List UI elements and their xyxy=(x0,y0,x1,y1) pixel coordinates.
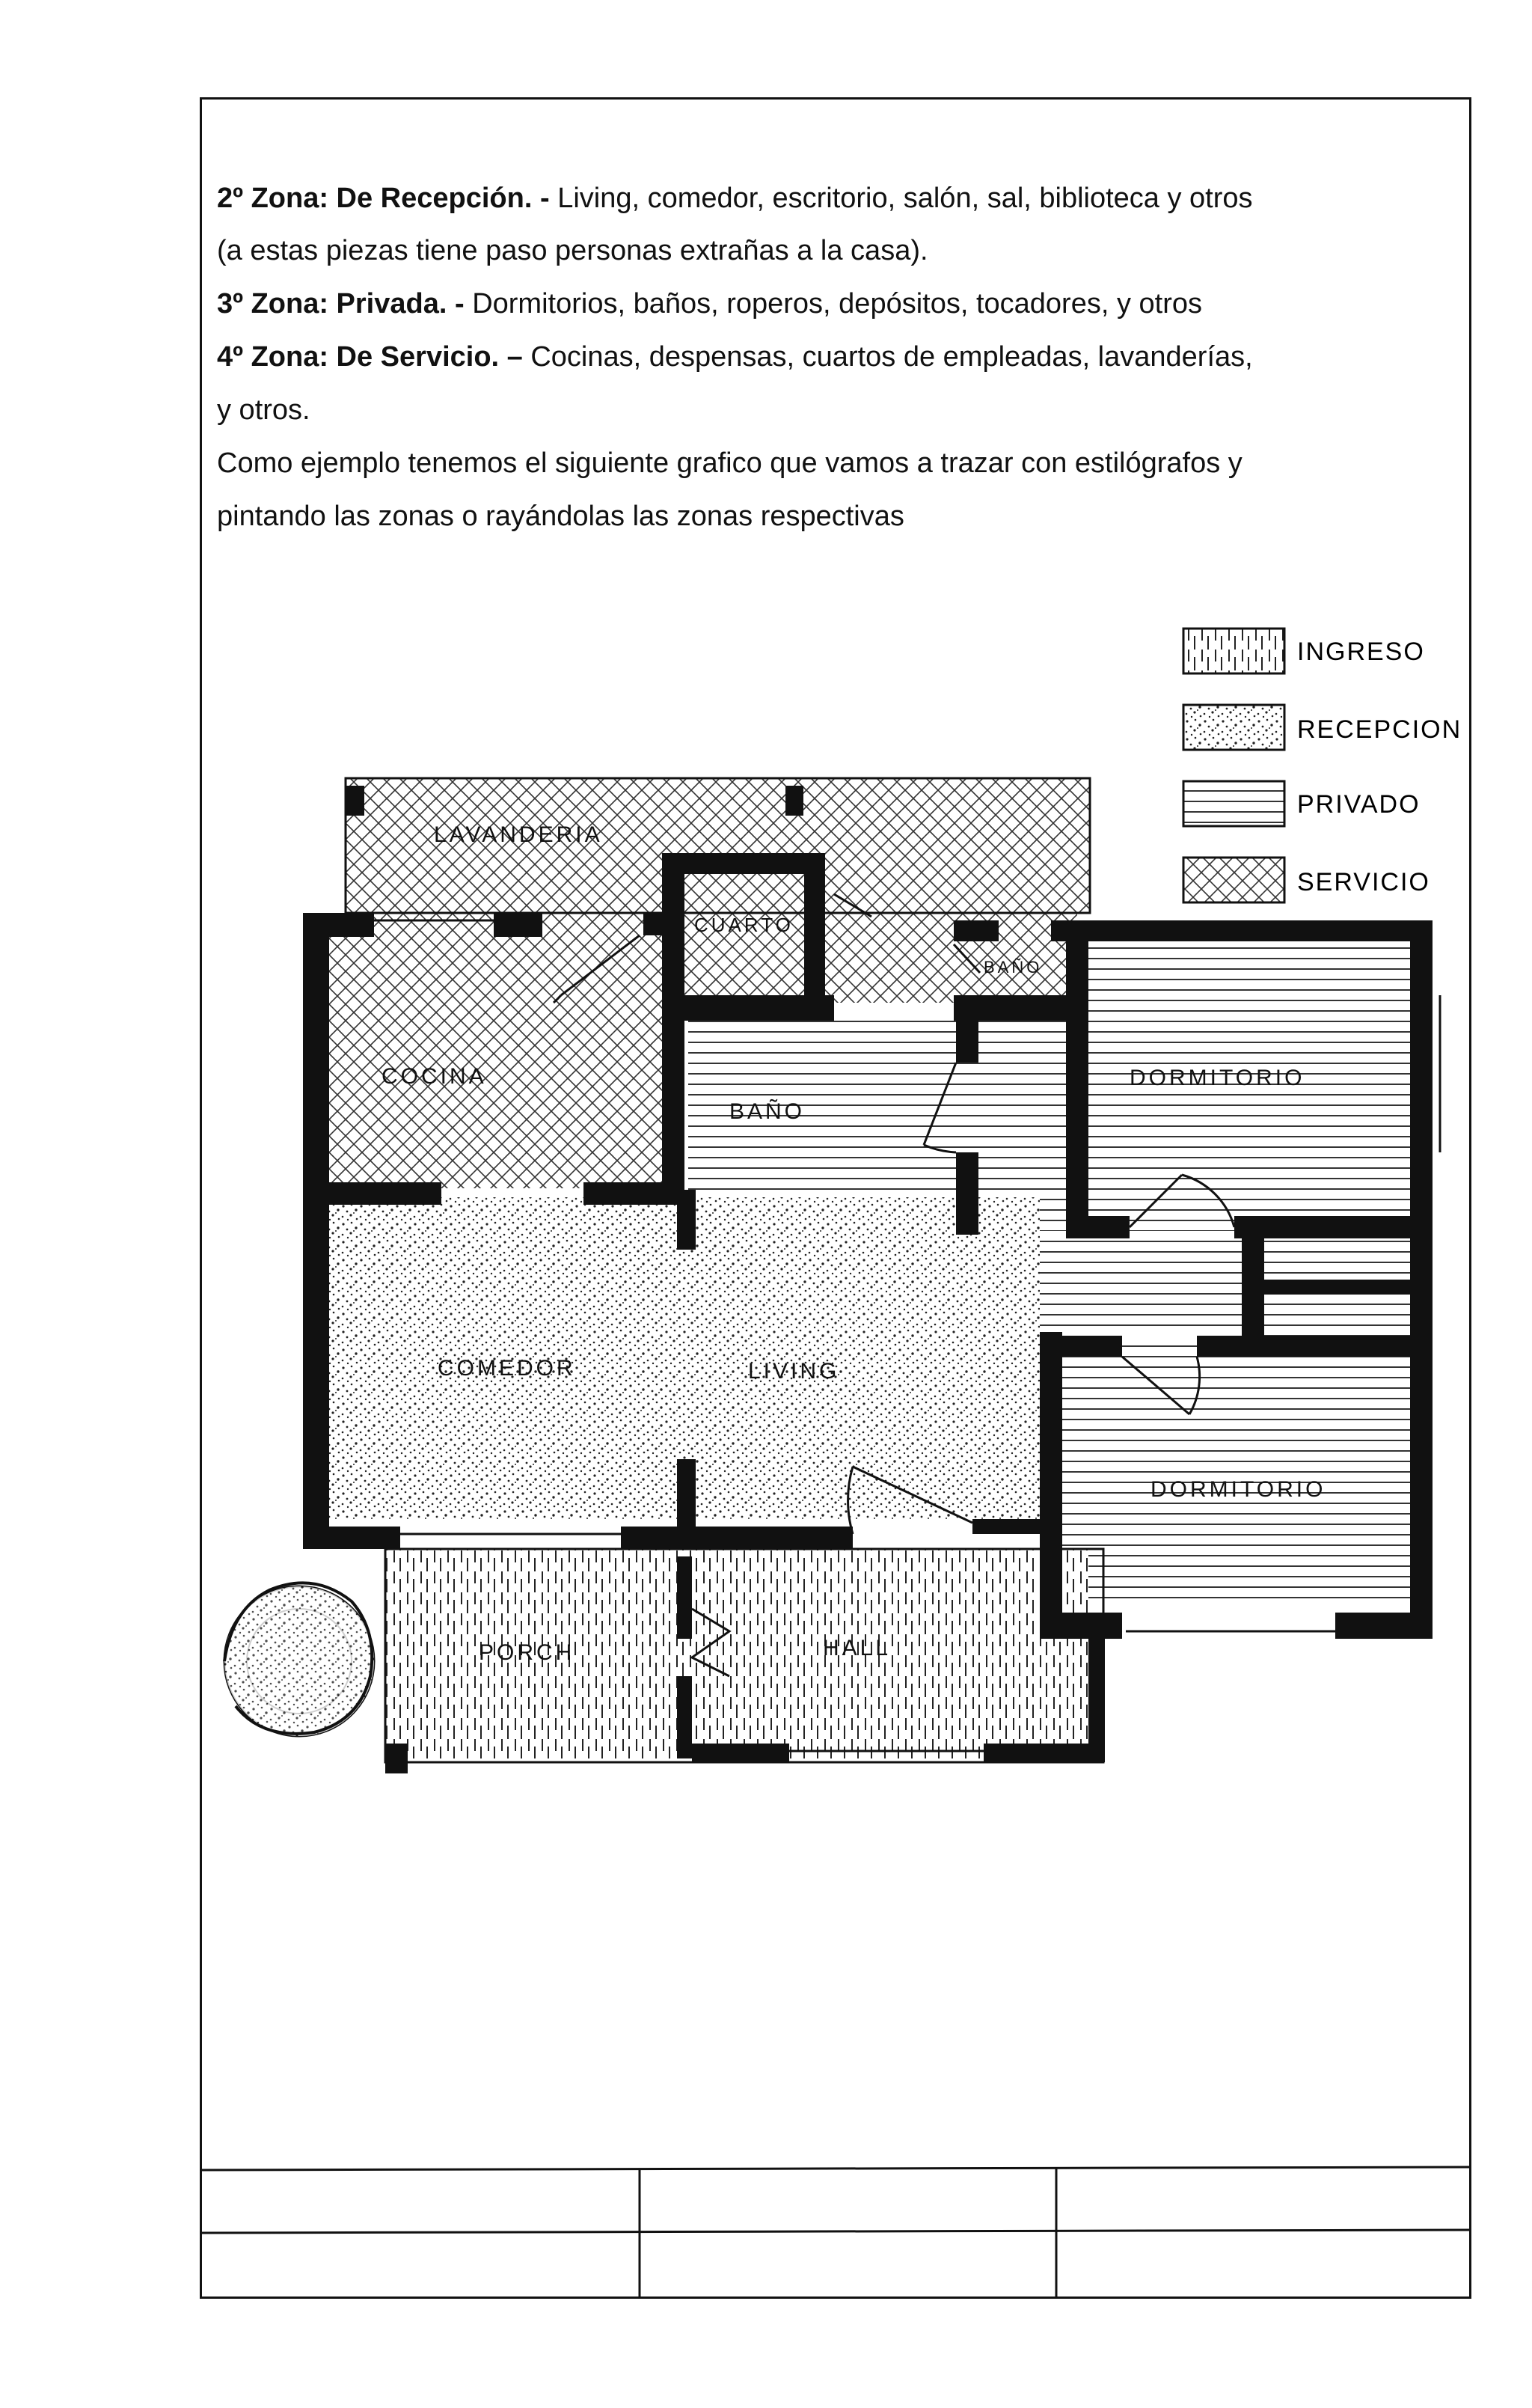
wall-cocina-south-b xyxy=(583,1182,681,1205)
wall-south-a xyxy=(303,1527,400,1549)
wall-closet-mid xyxy=(1264,1280,1414,1295)
zone-3-description: Dormitorios, baños, roperos, depósitos, tocadores, y otros xyxy=(464,288,1202,320)
label-lavanderia: LAVANDERIA xyxy=(434,822,603,847)
legend-label-privado: PRIVADO xyxy=(1297,790,1421,819)
label-comedor: COMEDOR xyxy=(438,1356,576,1381)
wall-cuarto-north xyxy=(662,853,812,874)
wall-closet-west xyxy=(1242,1227,1264,1354)
zone-dormitorio-2 xyxy=(1051,1339,1410,1601)
legend-label-ingreso: INGRESO xyxy=(1297,638,1425,666)
text-line-5: y otros. xyxy=(217,394,310,426)
wall-hall-south-b xyxy=(984,1744,1096,1762)
wall-south-b xyxy=(621,1527,853,1549)
wall-dormitorio-1-south-a xyxy=(1066,1216,1130,1238)
wall-dormitorio-2-west xyxy=(1040,1332,1062,1631)
wall-porch-corner xyxy=(385,1744,408,1773)
legend-swatch-recepcion xyxy=(1183,705,1284,750)
zone-4-heading: 4º Zona: De Servicio. – xyxy=(217,341,523,373)
zone-2-heading: 2º Zona: De Recepción. - xyxy=(217,183,550,214)
wall-bano-north xyxy=(954,995,1070,1021)
label-porch: PORCH xyxy=(479,1640,575,1665)
label-cocina: COCINA xyxy=(382,1064,487,1089)
wall-cocina-east xyxy=(662,853,684,1205)
text-line-7: pintando las zonas o rayándolas las zonas respectivas xyxy=(217,501,904,532)
zone-2-description: Living, comedor, escritorio, salón, sal, biblioteca y otros xyxy=(549,183,1253,214)
wall-cuarto-south xyxy=(662,995,834,1021)
wall-east-north xyxy=(1051,920,1433,941)
wall-bano-stub xyxy=(956,1018,978,1063)
zone-4-description: Cocinas, despensas, cuartos de empleadas, lavanderías, xyxy=(522,341,1253,373)
wall-bano-small-north xyxy=(954,920,999,941)
wall-dormitorio-2-south-b xyxy=(1335,1613,1433,1639)
legend-swatch-servicio xyxy=(1183,858,1284,902)
legend xyxy=(1183,629,1462,902)
wall-north-cocina-b xyxy=(494,913,542,937)
legend-swatch-ingreso xyxy=(1183,629,1284,673)
wall-dormitorio-2-south-a xyxy=(1040,1613,1122,1639)
zone-cuarto xyxy=(673,876,1077,1003)
legend-label-recepcion: RECEPCION xyxy=(1297,715,1462,744)
tree-icon xyxy=(224,1583,374,1736)
zone-passage xyxy=(1040,1235,1264,1332)
label-dormitorio-1: DORMITORIO xyxy=(1130,1066,1305,1090)
wall-cocina-south-a xyxy=(329,1182,441,1205)
wall-south-c xyxy=(972,1519,1055,1534)
label-living: LIVING xyxy=(748,1359,840,1384)
wall-bano-east xyxy=(956,1152,978,1235)
label-bano-small: BAÑO xyxy=(984,958,1043,977)
text-line-2: (a estas piezas tiene paso personas extrañas a la casa). xyxy=(217,235,928,266)
wall-dormitorio-2-north-a xyxy=(1040,1336,1122,1357)
wall-living-stub-a xyxy=(677,1190,696,1250)
wall-west xyxy=(303,913,329,1549)
legend-swatch-privado xyxy=(1183,781,1284,826)
wall-hall-south-a xyxy=(692,1744,789,1762)
wall-porch-hall-b xyxy=(677,1676,692,1758)
title-block xyxy=(200,2167,1471,2299)
title-block-top xyxy=(200,2167,1471,2170)
zone-3-heading: 3º Zona: Privada. - xyxy=(217,288,465,320)
wall-cuarto-east xyxy=(804,853,825,1003)
label-dormitorio-2: DORMITORIO xyxy=(1150,1477,1326,1502)
legend-label-servicio: SERVICIO xyxy=(1297,868,1430,896)
wall-porch-hall-a xyxy=(677,1556,692,1639)
text-line-6: Como ejemplo tenemos el siguiente grafico que vamos a trazar con estilógrafos y xyxy=(217,447,1243,479)
title-block-middle xyxy=(200,2230,1471,2233)
wall-dormitorio-1-west xyxy=(1066,928,1088,1235)
column-lavanderia-2 xyxy=(785,786,803,816)
wall-north-cocina-a xyxy=(303,913,374,937)
zone-cocina xyxy=(329,913,673,1188)
column-lavanderia-1 xyxy=(346,786,364,816)
label-cuarto: CUARTO xyxy=(694,914,794,936)
wall-dormitorio-2-north-b xyxy=(1197,1336,1414,1357)
label-bano: BAÑO xyxy=(729,1099,806,1124)
label-hall: HALL xyxy=(823,1636,892,1660)
